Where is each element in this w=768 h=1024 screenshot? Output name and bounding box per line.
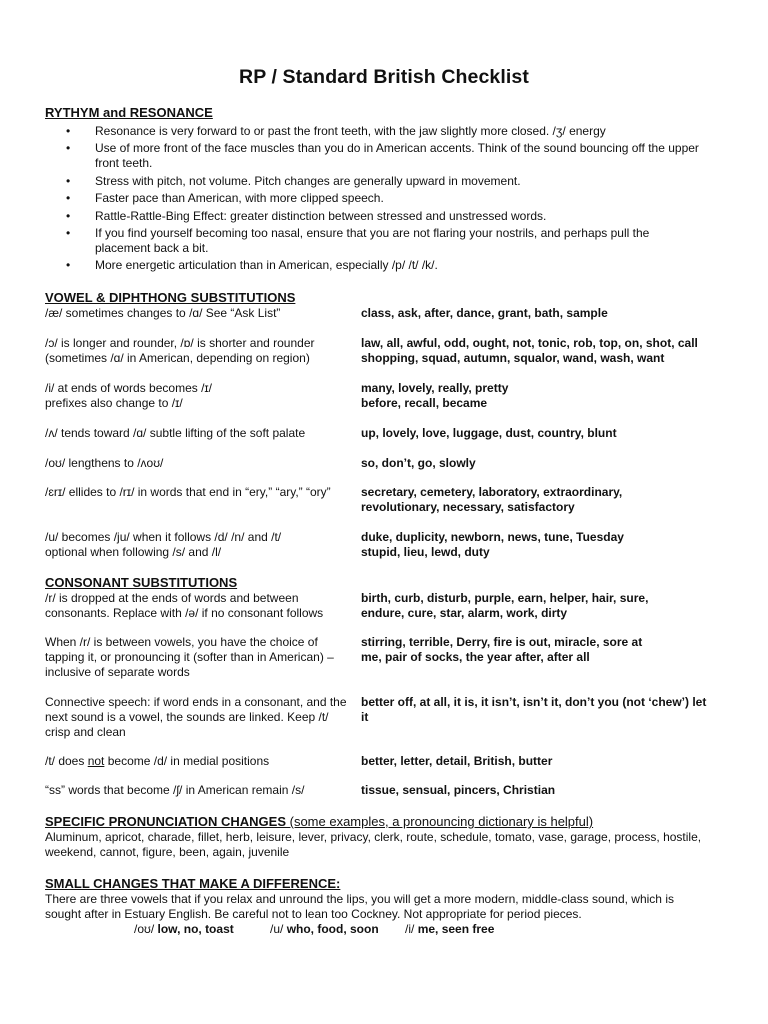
vowel-example-words: low, no, toast	[157, 922, 234, 936]
list-item	[0, 174, 768, 189]
rule-text-part: /t/ does	[45, 754, 88, 768]
list-item	[0, 226, 768, 256]
rule-text: “ss” words that become /ʃ/ in American remain /s/	[45, 783, 305, 797]
rule-text: /r/ is dropped at the ends of words and between consonants. Replace with /ə/ if no consonant follows	[45, 591, 324, 620]
rule-text: When /r/ is between vowels, you have the choice of tapping it, or pronouncing it (softer than in American) – inclusive of separate words	[45, 635, 334, 679]
bullet-text: Resonance is very forward to or past the front teeth, with the jaw slightly more closed. /ʒ/ energy	[95, 124, 606, 138]
vowel-example	[270, 922, 379, 937]
rhythm-heading: RYTHYM and RESONANCE	[45, 105, 213, 120]
example-words: better, letter, detail, British, butter	[361, 754, 553, 768]
emphasis-not: not	[87, 754, 105, 768]
vowels-heading: VOWEL & DIPHTHONG SUBSTITUTIONS	[45, 290, 296, 305]
list-item	[0, 258, 768, 273]
bullet-icon: •	[66, 124, 71, 138]
bullet-icon: •	[66, 141, 71, 156]
vowel-example	[134, 922, 234, 937]
vowel-example	[405, 922, 494, 937]
example-words: tissue, sensual, pincers, Christian	[361, 783, 556, 797]
example-words: secretary, cemetery, laboratory, extraordinary, revolutionary, necessary, satisfactory	[361, 485, 623, 514]
example-words: class, ask, after, dance, grant, bath, sample	[361, 306, 608, 320]
bullet-icon: •	[66, 173, 71, 188]
small-changes-heading: SMALL CHANGES THAT MAKE A DIFFERENCE:	[45, 876, 341, 891]
rule-text: /ɔ/ is longer and rounder, /ɒ/ is shorter and rounder (sometimes /ɑ/ in American, depending on region)	[45, 336, 315, 365]
list-item	[0, 191, 768, 206]
rule-text: /i/ at ends of words becomes /ɪ/ prefixes also change to /ɪ/	[45, 381, 213, 410]
bullet-icon: •	[66, 208, 71, 223]
bullet-icon: •	[66, 225, 71, 240]
rule-text-part: become /d/ in medial positions	[104, 754, 270, 768]
rule-text: /u/ becomes /ju/ when it follows /d/ /n/ and /t/ optional when following /s/ and /l/	[45, 530, 282, 559]
pronunciation-text: Aluminum, apricot, charade, fillet, herb, leisure, lever, privacy, clerk, route, schedule, tomato, vase, garage, process, hostile, weekend, cannot, figure, been, again, juvenile	[45, 830, 702, 859]
consonants-heading: CONSONANT SUBSTITUTIONS	[45, 575, 238, 590]
vowel-symbol: /u/	[270, 922, 284, 936]
pronunciation-heading	[45, 814, 593, 829]
example-words: better off, at all, it is, it isn’t, isn’t it, don’t you (not ‘chew’) let it	[361, 695, 707, 724]
bullet-icon: •	[66, 191, 71, 206]
rule-text: Connective speech: if word ends in a consonant, and the next sound is a vowel, the sounds are linked. Keep /t/ crisp and clean	[45, 695, 347, 739]
pronunciation-heading-text: SPECIFIC PRONUNCIATION CHANGES	[45, 814, 286, 829]
rule-text: /æ/ sometimes changes to /ɑ/ See “Ask List”	[45, 306, 281, 320]
rule-text: /ʌ/ tends toward /ɑ/ subtle lifting of the soft palate	[45, 426, 306, 440]
example-words: stirring, terrible, Derry, fire is out, miracle, sore at me, pair of socks, the year after, after all	[361, 635, 643, 664]
example-words: law, all, awful, odd, ought, not, tonic, rob, top, on, shot, call shopping, squad, autumn, squalor, wand, wash, want	[361, 336, 698, 365]
list-item	[0, 141, 768, 171]
rule-text	[45, 754, 353, 769]
rule-text: /oʊ/ lengthens to /ʌoʊ/	[45, 456, 164, 470]
vowel-symbol: /oʊ/	[134, 922, 155, 936]
bullet-text: Faster pace than American, with more clipped speech.	[95, 191, 384, 206]
bullet-text: More energetic articulation than in American, especially /p/ /t/ /k/.	[95, 258, 438, 273]
pronunciation-heading-note: (some examples, a pronouncing dictionary is helpful)	[286, 814, 594, 829]
vowel-example-words: who, food, soon	[286, 922, 379, 936]
document-title: RP / Standard British Checklist	[239, 66, 529, 88]
bullet-text: Stress with pitch, not volume. Pitch changes are generally upward in movement.	[95, 173, 521, 188]
rhythm-bullet-list	[0, 124, 768, 276]
bullet-text: Rattle-Rattle-Bing Effect: greater distinction between stressed and unstressed words.	[95, 208, 547, 223]
example-words: many, lovely, really, pretty before, recall, became	[361, 381, 509, 410]
example-words: up, lovely, love, luggage, dust, country, blunt	[361, 426, 617, 440]
example-words: duke, duplicity, newborn, news, tune, Tuesday stupid, lieu, lewd, duty	[361, 530, 624, 559]
rule-text: /ɛrɪ/ ellides to /rɪ/ in words that end in “ery,” “ary,” “ory”	[45, 485, 331, 499]
vowel-example-words: me, seen free	[417, 922, 495, 936]
example-words: birth, curb, disturb, purple, earn, helper, hair, sure, endure, cure, star, alarm, work, dirty	[361, 591, 649, 620]
bullet-icon: •	[66, 258, 71, 273]
list-item	[0, 124, 768, 139]
bullet-text: If you find yourself becoming too nasal, ensure that you are not flaring your nostrils, and perhaps pull the placement back a bit.	[95, 225, 650, 255]
small-changes-text: There are three vowels that if you relax and unround the lips, you will get a more modern, middle-class sound, which is sought after in Estuary English. Be careful not to lean too Cockney. Not appropriate for period pieces.	[45, 892, 674, 921]
list-item	[0, 209, 768, 224]
vowel-symbol: /i/	[405, 922, 415, 936]
bullet-text: Use of more front of the face muscles than you do in American accents. Think of the sound bouncing off the upper front teeth.	[95, 141, 699, 171]
example-words: so, don’t, go, slowly	[361, 456, 476, 470]
